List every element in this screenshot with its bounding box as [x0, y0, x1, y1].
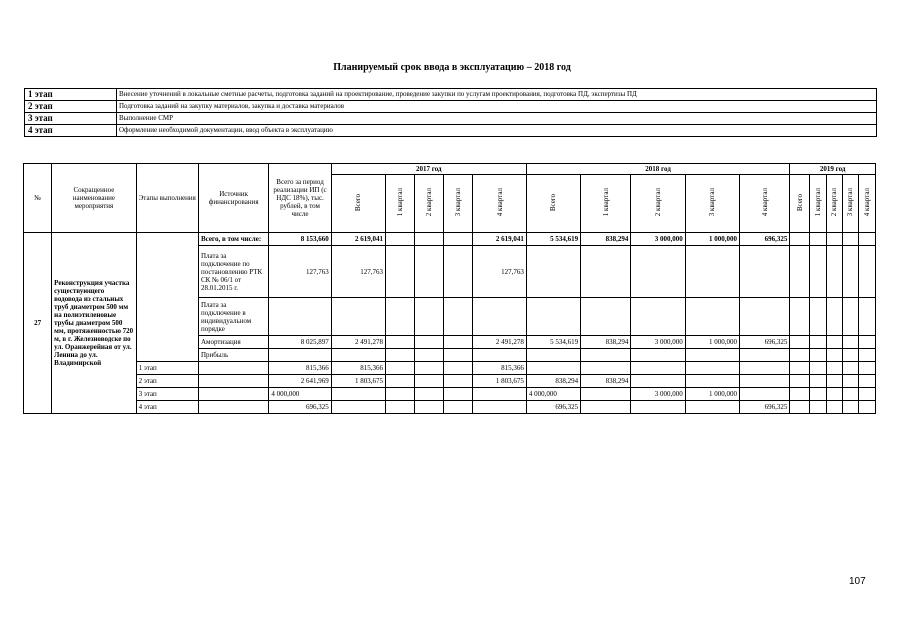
total-value: 127,763: [269, 246, 331, 298]
header-name: Сокращенное наименование мероприятия: [52, 164, 136, 233]
table-row: [24, 401, 876, 414]
header-2019-q3: 3 квартал: [846, 188, 855, 217]
stages-empty-cell: [136, 233, 198, 362]
y2018-total: 5 534,619: [526, 336, 580, 349]
header-year-2019: 2019 год: [790, 164, 876, 175]
project-name: Реконструкция участка существующего водовода из стальных труб диаметром 500 мм на полиэтиленовые трубы диаметром 500 мм, протяженностью 720 м, в г. Железноводске по ул. Оранжерейная от ул. Ленина до ул. Владимирской: [52, 233, 136, 414]
header-2019-q4: 4 квартал: [862, 188, 871, 217]
total-value: 696,325: [269, 401, 331, 414]
y2017-total: 2 491,278: [331, 336, 385, 349]
y2018-q2: 3 000,000: [631, 233, 685, 246]
page-title: Планируемый срок ввода в эксплуатацию – 2018 год: [333, 62, 571, 73]
y2017-q1: [386, 233, 415, 246]
stage-label: 2 этап: [136, 375, 198, 388]
stage-description: Подготовка заданий на закупку материалов, закупка и доставка материалов: [117, 101, 877, 113]
y2018-total: 4 000,000: [526, 388, 580, 401]
y2017-total: 2 619,041: [331, 233, 385, 246]
stage-row: [25, 125, 877, 137]
stage-label: 3 этап: [136, 388, 198, 401]
header-2017-q1: 1 квартал: [396, 188, 405, 217]
y2017-q4: 1 803,675: [473, 375, 526, 388]
stage-name: 3 этап: [25, 113, 117, 125]
total-value: 8 153,660: [269, 233, 331, 246]
source-label: Всего, в том числе:: [198, 233, 268, 246]
y2018-total: 5 534,619: [526, 233, 580, 246]
source-label: Прибыль: [198, 349, 268, 362]
stage-label: 1 этап: [136, 362, 198, 375]
y2018-q4: 696,325: [739, 233, 789, 246]
table-row: [24, 388, 876, 401]
stage-description: Внесение уточнений в локальные сметные расчеты, подготовка заданий на проектирование, проведение закупки по услугам проектирования, подготовка ПД, экспертизы ПД: [117, 89, 877, 101]
y2017-total: 1 803,675: [331, 375, 385, 388]
financing-table: [23, 163, 876, 414]
source-label: Амортизация: [198, 336, 268, 349]
table-row: [24, 375, 876, 388]
y2017-q4: 2 491,278: [473, 336, 526, 349]
header-2019-q1: 1 квартал: [813, 188, 822, 217]
header-2017-q2: 2 квартал: [425, 188, 434, 217]
source-label: Плата за подключение в индивидуальном порядке: [198, 298, 268, 336]
source-label: Плата за подключение по постановлению РТК СК № 06/1 от 28.01.2015 г.: [198, 246, 268, 298]
y2018-q3: 1 000,000: [685, 336, 739, 349]
stage-row: [25, 89, 877, 101]
header-2018-q3: 3 квартал: [708, 188, 717, 217]
y2018-total: 696,325: [526, 401, 580, 414]
y2018-q2: 3 000,000: [631, 336, 685, 349]
y2017-q2: [415, 233, 444, 246]
header-2017-q3: 3 квартал: [454, 188, 463, 217]
y2017-total: 127,763: [331, 246, 385, 298]
stages-table: [24, 88, 877, 137]
header-total: Всего за период реализации ИП (с НДС 18%), тыс. рублей, в том числе: [269, 164, 331, 233]
total-value: 2 641,969: [269, 375, 331, 388]
stage-name: 4 этап: [25, 125, 117, 137]
y2017-q4: 127,763: [473, 246, 526, 298]
y2018-q1: 838,294: [581, 336, 631, 349]
y2018-q1: 838,294: [581, 375, 631, 388]
row-number: 27: [24, 233, 52, 414]
y2017-q4: 815,366: [473, 362, 526, 375]
table-row: [24, 233, 876, 246]
y2018-q4: 696,325: [739, 401, 789, 414]
page-number: 107: [849, 576, 866, 587]
header-2019-total: Всего: [795, 193, 804, 212]
stage-row: [25, 101, 877, 113]
y2018-q4: 696,325: [739, 336, 789, 349]
stage-description: Оформление необходимой документации, ввод объекта в эксплуатацию: [117, 125, 877, 137]
header-source: Источник финансирования: [198, 164, 268, 233]
header-2018-total: Всего: [549, 193, 558, 212]
header-2017-total: Всего: [354, 193, 363, 212]
header-2018-q4: 4 квартал: [760, 188, 769, 217]
header-no: №: [24, 164, 52, 233]
total-value: 815,366: [269, 362, 331, 375]
header-2017-q4: 4 квартал: [495, 188, 504, 217]
y2017-q3: [444, 233, 473, 246]
header-2019-q2: 2 квартал: [830, 188, 839, 217]
header-year-2018: 2018 год: [526, 164, 790, 175]
y2017-total: 815,366: [331, 362, 385, 375]
y2018-q1: 838,294: [581, 233, 631, 246]
y2017-q4: 2 619,041: [473, 233, 526, 246]
total-value: 4 000,000: [269, 388, 331, 401]
y2018-total: 838,294: [526, 375, 580, 388]
y2018-q3: 1 000,000: [685, 233, 739, 246]
y2018-q3: 1 000,000: [685, 388, 739, 401]
y2018-q2: 3 000,000: [631, 388, 685, 401]
table-row: [24, 362, 876, 375]
header-2018-q2: 2 квартал: [654, 188, 663, 217]
stage-label: 4 этап: [136, 401, 198, 414]
stage-name: 1 этап: [25, 89, 117, 101]
stage-row: [25, 113, 877, 125]
header-stages: Этапы выполнения: [136, 164, 198, 233]
total-value: 8 025,897: [269, 336, 331, 349]
stage-description: Выполнение СМР: [117, 113, 877, 125]
header-2018-q1: 1 квартал: [601, 188, 610, 217]
stage-name: 2 этап: [25, 101, 117, 113]
header-year-2017: 2017 год: [331, 164, 526, 175]
